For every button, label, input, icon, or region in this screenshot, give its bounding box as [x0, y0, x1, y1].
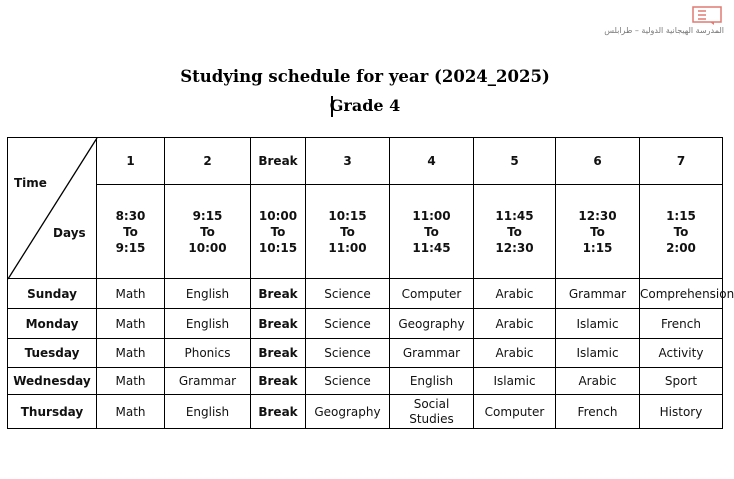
subject-cell: Science	[306, 309, 390, 339]
subject-cell: Geography	[306, 395, 390, 429]
subject-cell: Islamic	[556, 339, 640, 368]
subject-cell: English	[390, 368, 474, 395]
day-label: Sunday	[8, 279, 97, 309]
day-label: Wednesday	[8, 368, 97, 395]
grade-heading: Grade 4	[329, 96, 401, 115]
subject-cell: English	[165, 395, 251, 429]
subject-cell: French	[640, 309, 723, 339]
time-cell: 11:00 To 11:45	[390, 185, 474, 279]
subject-cell: Computer	[390, 279, 474, 309]
period-header: 4	[390, 138, 474, 185]
subject-cell: Science	[306, 368, 390, 395]
subject-cell: Grammar	[556, 279, 640, 309]
day-label: Monday	[8, 309, 97, 339]
time-cell: 8:30 To 9:15	[97, 185, 165, 279]
subject-cell: History	[640, 395, 723, 429]
time-cell: 10:00 To 10:15	[251, 185, 306, 279]
subject-cell: Science	[306, 339, 390, 368]
subject-cell: Math	[97, 279, 165, 309]
subject-cell: Islamic	[556, 309, 640, 339]
day-label: Tuesday	[8, 339, 97, 368]
table-row-wednesday	[8, 368, 723, 395]
time-cell: 12:30 To 1:15	[556, 185, 640, 279]
subject-cell: Arabic	[474, 339, 556, 368]
subject-cell: Computer	[474, 395, 556, 429]
break-cell: Break	[251, 339, 306, 368]
table-row-sunday	[8, 279, 723, 309]
subject-cell: Arabic	[556, 368, 640, 395]
subject-cell: English	[165, 309, 251, 339]
table-row-thursday	[8, 395, 723, 429]
table-row-monday	[8, 309, 723, 339]
period-header: 5	[474, 138, 556, 185]
subject-cell: English	[165, 279, 251, 309]
subject-cell: Grammar	[390, 339, 474, 368]
subject-cell: Phonics	[165, 339, 251, 368]
subject-cell: Math	[97, 309, 165, 339]
time-cell: 11:45 To 12:30	[474, 185, 556, 279]
subject-cell: Islamic	[474, 368, 556, 395]
corner-cell	[8, 138, 97, 279]
subject-cell: Grammar	[165, 368, 251, 395]
table-row-tuesday	[8, 339, 723, 368]
subject-cell: Science	[306, 279, 390, 309]
page-title: Studying schedule for year (2024_2025)	[180, 67, 550, 86]
period-header: 2	[165, 138, 251, 185]
break-cell: Break	[251, 309, 306, 339]
corner-diagonal	[8, 138, 97, 279]
subject-cell: Math	[97, 339, 165, 368]
subject-cell: Comprehension	[640, 279, 723, 309]
period-header: 6	[556, 138, 640, 185]
time-cell: 1:15 To 2:00	[640, 185, 723, 279]
subject-cell: Arabic	[474, 279, 556, 309]
subject-cell: French	[556, 395, 640, 429]
day-label: Thursday	[8, 395, 97, 429]
subject-cell: Sport	[640, 368, 723, 395]
time-cell: 9:15 To 10:00	[165, 185, 251, 279]
period-header: Break	[251, 138, 306, 185]
period-header-row	[8, 138, 723, 185]
schedule-table	[7, 137, 734, 429]
corner-days-label: Days	[53, 226, 86, 240]
subject-cell: Math	[97, 395, 165, 429]
subject-cell: Arabic	[474, 309, 556, 339]
school-name: المدرسة الهيجانية الدولية – طرابلس	[604, 26, 724, 35]
period-header: 7	[640, 138, 723, 185]
corner-time-label: Time	[14, 176, 47, 190]
subject-cell: Activity	[640, 339, 723, 368]
subject-cell: Social Studies	[390, 395, 474, 429]
subject-cell: Math	[97, 368, 165, 395]
school-logo	[692, 6, 722, 26]
time-row	[8, 185, 723, 279]
time-cell: 10:15 To 11:00	[306, 185, 390, 279]
period-header: 3	[306, 138, 390, 185]
break-cell: Break	[251, 279, 306, 309]
break-cell: Break	[251, 395, 306, 429]
break-cell: Break	[251, 368, 306, 395]
subject-cell: Geography	[390, 309, 474, 339]
period-header: 1	[97, 138, 165, 185]
